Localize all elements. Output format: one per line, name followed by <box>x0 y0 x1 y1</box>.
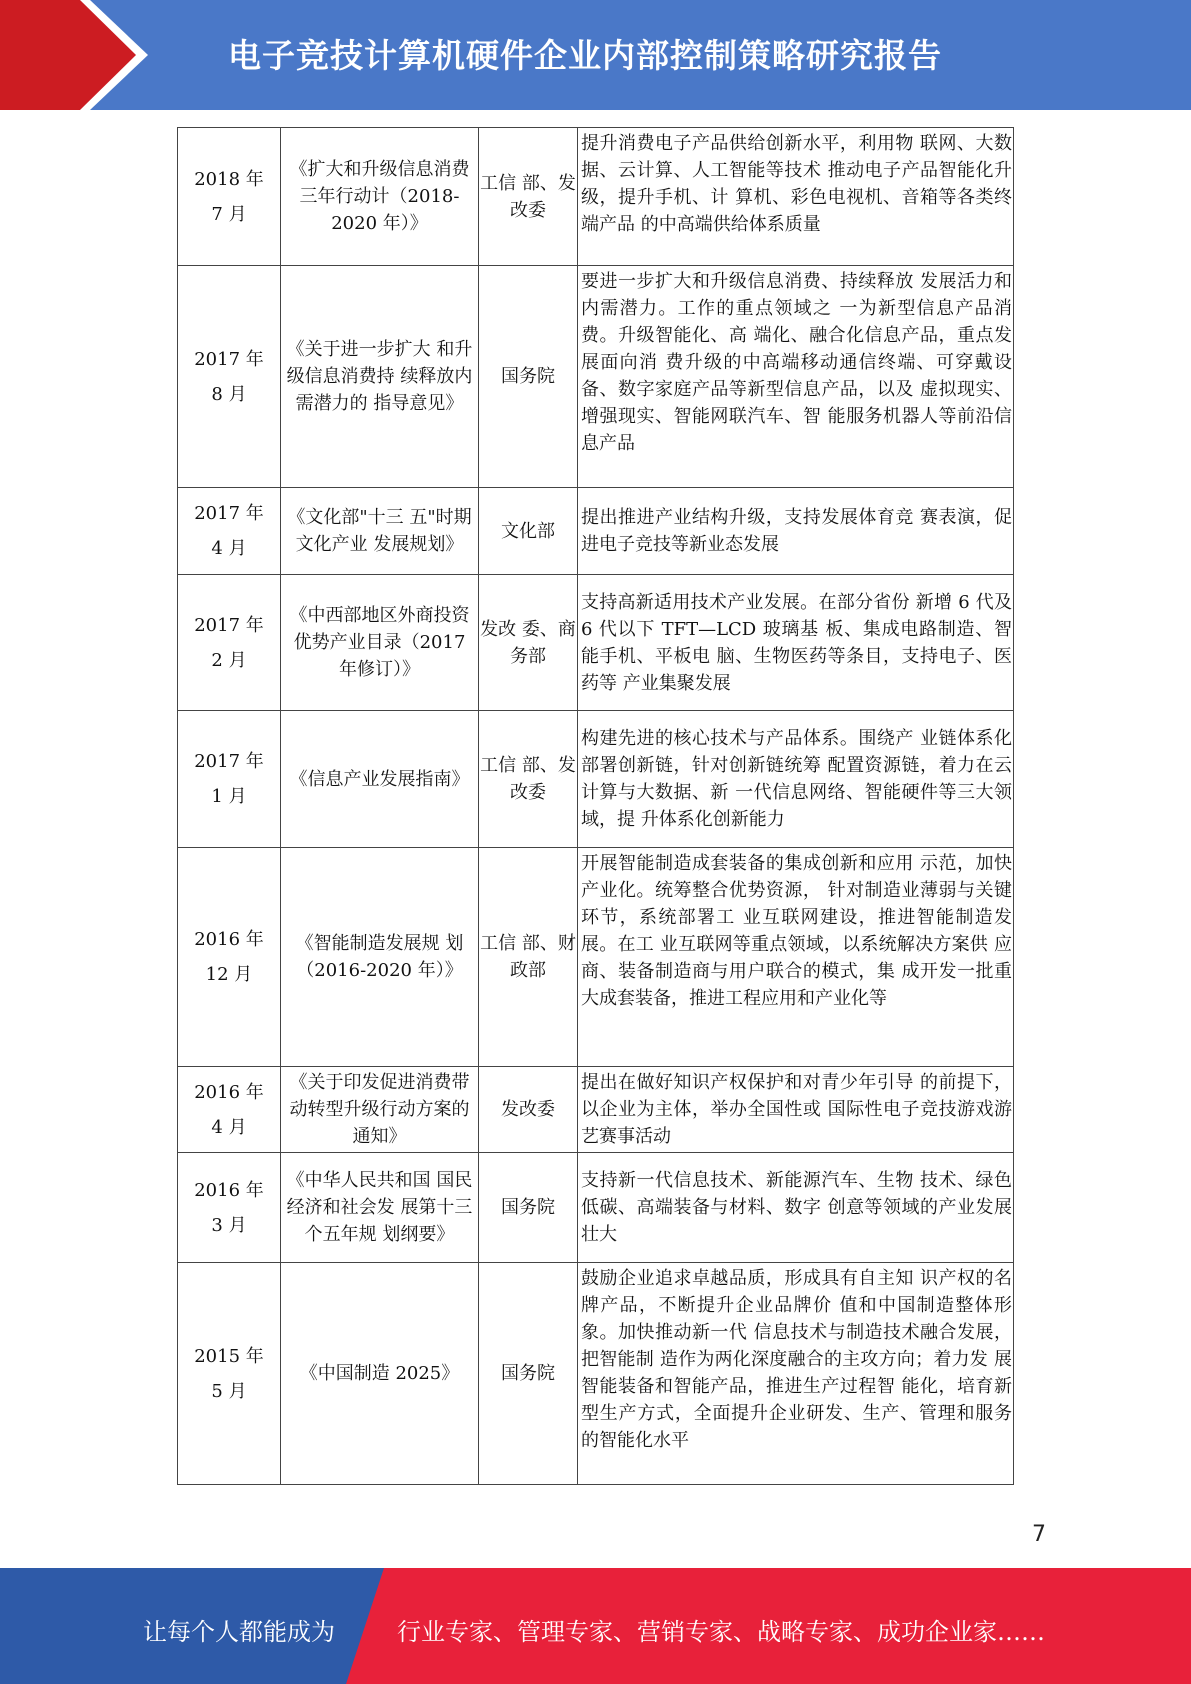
date-year: 2018 年 <box>194 168 264 190</box>
policy-name-cell: 《扩大和升级信息消费三年行动计（2018-2020 年）》 <box>281 128 479 266</box>
date-month: 1 月 <box>211 786 247 807</box>
table-row <box>178 575 1014 711</box>
policy-name-cell: 《关于印发促进消费带动转型升级行动方案的通知》 <box>281 1067 479 1153</box>
date-year: 2017 年 <box>194 503 264 524</box>
table-row <box>178 1263 1014 1485</box>
department-cell: 工信 部、发 改委 <box>479 128 578 266</box>
policy-name-cell: 《中华人民共和国 国民经济和社会发 展第十三个五年规 划纲要》 <box>281 1153 479 1263</box>
date-year: 2016 年 <box>194 1081 264 1103</box>
table-row <box>178 711 1014 848</box>
department-cell: 文化部 <box>479 488 578 575</box>
department-cell: 国务院 <box>479 1153 578 1263</box>
table-row <box>178 1153 1014 1263</box>
policy-name-cell: 《智能制造发展规 划（2016-2020 年）》 <box>281 848 479 1067</box>
footer-slogan-left: 让每个人都能成为 <box>143 1618 335 1646</box>
date-cell <box>178 711 281 848</box>
policy-name-cell: 《中西部地区外商投资优势产业目录（2017 年修订）》 <box>281 575 479 711</box>
policy-name-cell: 《关于进一步扩大 和升级信息消费持 续释放内需潜力的 指导意见》 <box>281 266 479 488</box>
description-cell: 提出在做好知识产权保护和对青少年引导 的前提下，以企业为主体，举办全国性或 国际性电子竞技游戏游艺赛事活动 <box>578 1067 1014 1153</box>
date-month: 4 月 <box>211 1116 247 1138</box>
table-row <box>178 266 1014 488</box>
description-cell: 要进一步扩大和升级信息消费、持续释放 发展活力和内需潜力。工作的重点领域之 一为新型信息产品消费。升级智能化、高 端化、融合化信息产品，重点发展面向消 费升级的中高端移动通信终端、可穿戴设 备、数字家庭产品等新型信息产品，以及 虚拟现实、增强现实、智能网联汽车、智 能服务机器人等前沿信息产品 <box>578 266 1014 488</box>
policy-name-cell: 《文化部"十三 五"时期文化产业 发展规划》 <box>281 488 479 575</box>
department-cell: 发改委 <box>479 1067 578 1153</box>
date-month: 2 月 <box>211 649 247 671</box>
description-cell: 开展智能制造成套装备的集成创新和应用 示范，加快产业化。统筹整合优势资源， 针对制造业薄弱与关键环节，系统部署工 业互联网建设，推进智能制造发展。在工 业互联网等重点领域，以系统解决方案供 应商、装备制造商与用户联合的模式，集 成开发一批重大成套装备，推进工程应用和产业化等 <box>578 848 1014 1067</box>
department-cell: 发改 委、商 务部 <box>479 575 578 711</box>
date-year: 2015 年 <box>194 1345 264 1367</box>
department-cell: 国务院 <box>479 266 578 488</box>
table-row <box>178 488 1014 575</box>
page-header <box>0 0 1191 110</box>
description-cell: 提出推进产业结构升级，支持发展体育竞 赛表演，促进电子竞技等新业态发展 <box>578 488 1014 575</box>
date-month: 4 月 <box>211 538 247 559</box>
page-number: 7 <box>1032 1522 1046 1547</box>
date-cell <box>178 575 281 711</box>
policy-table <box>177 127 1014 1485</box>
date-year: 2017 年 <box>194 348 264 370</box>
date-month: 8 月 <box>211 383 247 405</box>
date-cell <box>178 488 281 575</box>
department-cell: 国务院 <box>479 1263 578 1485</box>
description-cell: 提升消费电子产品供给创新水平，利用物 联网、大数据、云计算、人工智能等技术 推动电子产品智能化升级，提升手机、计 算机、彩色电视机、音箱等各类终端产品 的中高端供给体系质量 <box>578 128 1014 266</box>
table-row <box>178 1067 1014 1153</box>
table-row <box>178 128 1014 266</box>
policy-name-cell: 《中国制造 2025》 <box>281 1263 479 1485</box>
date-cell <box>178 1067 281 1153</box>
description-cell: 构建先进的核心技术与产品体系。围绕产 业链体系化部署创新链，针对创新链统筹 配置资源链，着力在云计算与大数据、新 一代信息网络、智能硬件等三大领域，提 升体系化创新能力 <box>578 711 1014 848</box>
date-cell <box>178 848 281 1067</box>
date-year: 2017 年 <box>194 614 264 636</box>
description-cell: 支持新一代信息技术、新能源汽车、生物 技术、绿色低碳、高端装备与材料、数字 创意等领域的产业发展壮大 <box>578 1153 1014 1263</box>
description-cell: 鼓励企业追求卓越品质，形成具有自主知 识产权的名牌产品，不断提升企业品牌价 值和中国制造整体形象。加快推动新一代 信息技术与制造技术融合发展，把智能制 造作为两化深度融合的主攻方向；着力发 展智能装备和智能产品，推进生产过程智 能化，培育新型生产方式，全面提升企业研发、生产、管理和服务的智能化水平 <box>578 1263 1014 1485</box>
date-month: 5 月 <box>211 1380 247 1402</box>
footer-slogan-right: 行业专家、管理专家、营销专家、战略专家、成功企业家…… <box>397 1618 1045 1646</box>
date-year: 2017 年 <box>194 751 264 772</box>
date-year: 2016 年 <box>194 1179 264 1201</box>
date-month: 12 月 <box>205 964 253 985</box>
department-cell: 工信 部、财 政部 <box>479 848 578 1067</box>
table-row <box>178 848 1014 1067</box>
report-title: 电子竞技计算机硬件企业内部控制策略研究报告 <box>228 36 942 75</box>
date-month: 7 月 <box>211 203 247 225</box>
policy-name-cell: 《信息产业发展指南》 <box>281 711 479 848</box>
date-cell <box>178 266 281 488</box>
date-cell <box>178 128 281 266</box>
description-cell: 支持高新适用技术产业发展。在部分省份 新增 6 代及 6 代以下 TFT—LCD 玻璃基 板、集成电路制造、智能手机、平板电 脑、生物医药等条目，支持电子、医药等 产业集聚发展 <box>578 575 1014 711</box>
department-cell: 工信 部、发 改委 <box>479 711 578 848</box>
page-footer <box>0 1568 1191 1684</box>
date-cell <box>178 1153 281 1263</box>
date-cell <box>178 1263 281 1485</box>
date-month: 3 月 <box>211 1214 247 1236</box>
date-year: 2016 年 <box>194 929 264 950</box>
